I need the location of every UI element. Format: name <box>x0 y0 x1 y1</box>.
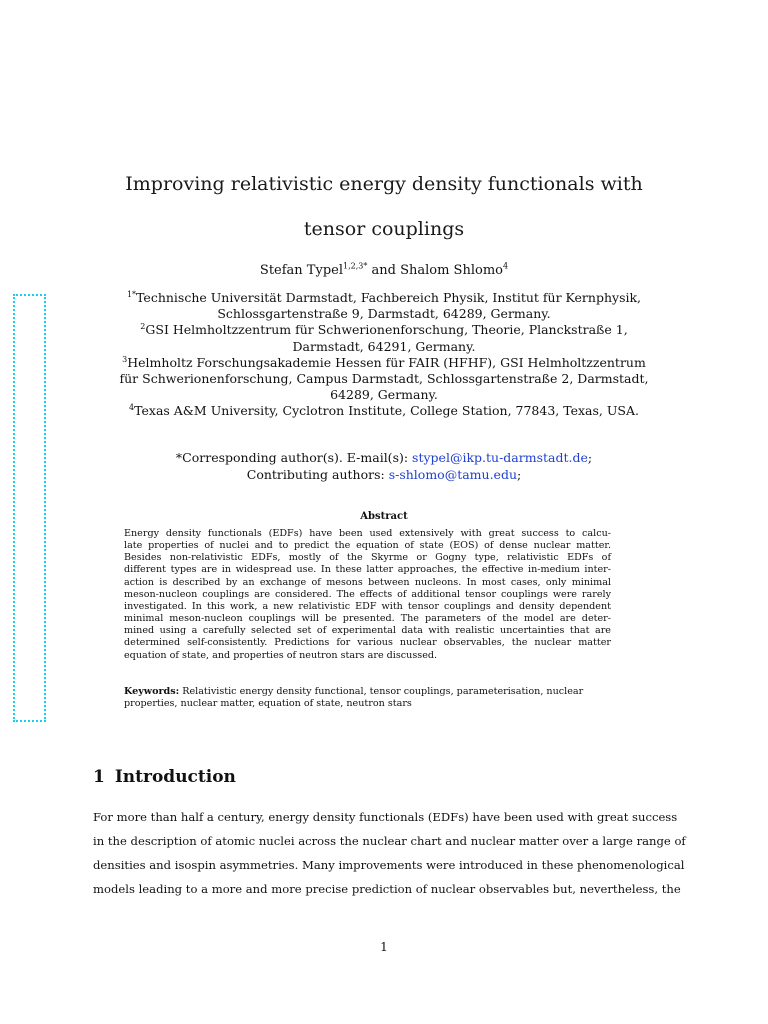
affiliation-line: Schlossgartenstraße 9, Darmstadt, 64289, Germany. <box>217 306 551 322</box>
keywords-label: Keywords: <box>124 686 180 697</box>
abstract-line: determined self-consistently. Predictions for various nuclear observables, the nuclear matter <box>124 637 611 649</box>
correspondence <box>0 450 768 483</box>
abstract-line: meson-nucleon couplings are considered. The effects of additional tensor couplings were rarely <box>124 588 611 600</box>
keywords <box>124 686 611 710</box>
affiliations <box>80 290 688 420</box>
affiliation-mark: 4 <box>129 403 135 413</box>
paper-title-line-1: Improving relativistic energy density functionals with <box>125 173 643 195</box>
abstract-line: minimal meson-nucleon couplings will be presented. The parameters of the model are deter- <box>124 613 611 625</box>
body-line: in the description of atomic nuclei across the nuclear chart and nuclear matter over a large range of <box>93 834 686 848</box>
body-line: densities and isospin asymmetries. Many improvements were introduced in these phenomenological <box>93 858 685 872</box>
body-line: For more than half a century, energy density functionals (EDFs) have been used with great success <box>93 810 678 824</box>
abstract-line: investigated. In this work, a new relativistic EDF with tensor couplings and density dependent <box>124 600 611 612</box>
paper-title-line-2: tensor couplings <box>303 218 465 240</box>
contributing-label: Contributing authors: <box>246 466 389 482</box>
affiliation-line: GSI Helmholtzzentrum für Schwerionenforschung, Theorie, Planckstraße 1, <box>145 322 628 338</box>
affiliation-line: Technische Universität Darmstadt, Fachbereich Physik, Institut für Kernphysik, <box>136 290 642 305</box>
separator: ; <box>587 450 593 465</box>
author-affiliation-mark: 1,2,3* <box>343 261 368 271</box>
body-paragraph <box>93 805 686 901</box>
keywords-text: Relativistic energy density functional, tensor couplings, parameterisation, nuclear properties, nuclear matter, equation of state, neutron stars <box>124 686 584 709</box>
contributing-email-link[interactable]: s-shlomo@tamu.edu <box>388 466 517 482</box>
affiliation-line: Helmholtz Forschungsakademie Hessen für FAIR (HFHF), GSI Helmholtzzentrum <box>127 354 646 370</box>
abstract-heading: Abstract <box>360 511 408 522</box>
margin-annotation-box <box>13 294 46 722</box>
author-list <box>0 263 768 278</box>
affiliation <box>80 290 688 322</box>
affiliation <box>80 322 688 354</box>
corresponding-author-line <box>0 450 768 467</box>
affiliation-line: 64289, Germany. <box>330 387 438 403</box>
affiliation-mark: 2 <box>140 322 146 332</box>
corresponding-label: *Corresponding author(s). E-mail(s): <box>175 450 413 465</box>
author-name: Stefan Typel <box>259 263 343 278</box>
contributing-authors-line <box>0 467 768 484</box>
abstract-line: Energy density functionals (EDFs) have been used extensively with great success to calcu- <box>124 528 611 539</box>
affiliation-mark: 3 <box>122 354 128 364</box>
author-affiliation-mark: 4 <box>502 261 509 271</box>
abstract-line: late properties of nuclei and to predict the equation of state (EOS) of dense nuclear matter. <box>124 540 611 552</box>
abstract-line: action is described by an exchange of mesons between nucleons. In most cases, only minimal <box>124 576 611 588</box>
abstract-line: Besides non-relativistic EDFs, mostly of the Skyrme or Gogny type, relativistic EDFs of <box>124 552 611 564</box>
author-conjunction: and <box>367 263 401 278</box>
author-name: Shalom Shlomo <box>400 263 503 278</box>
abstract-line: different types are in widespread use. In these latter approaches, the effective in-medium inter- <box>124 564 611 576</box>
abstract-text <box>124 528 611 662</box>
affiliation-line: für Schwerionenforschung, Campus Darmstadt, Schlossgartenstraße 2, Darmstadt, <box>119 371 649 387</box>
section-number: 1 <box>93 767 105 787</box>
section-title: Introduction <box>114 767 236 787</box>
affiliation <box>80 355 688 404</box>
affiliation-line: Darmstadt, 64291, Germany. <box>292 338 476 354</box>
section-heading <box>93 767 236 787</box>
separator: ; <box>517 466 522 482</box>
page-number: 1 <box>380 940 388 954</box>
abstract-line: mined using a carefully selected set of experimental data with realistic uncertainties that are <box>124 625 611 637</box>
affiliation-mark: 1* <box>126 289 137 299</box>
abstract-line: equation of state, and properties of neutron stars are discussed. <box>124 649 438 661</box>
affiliation <box>80 403 688 419</box>
affiliation-line: Texas A&M University, Cyclotron Institute, College Station, 77843, Texas, USA. <box>134 403 639 419</box>
corresponding-email-link[interactable]: stypel@ikp.tu-darmstadt.de <box>412 450 588 465</box>
body-line: models leading to a more and more precise prediction of nuclear observables but, nevertheless, the <box>93 882 681 896</box>
